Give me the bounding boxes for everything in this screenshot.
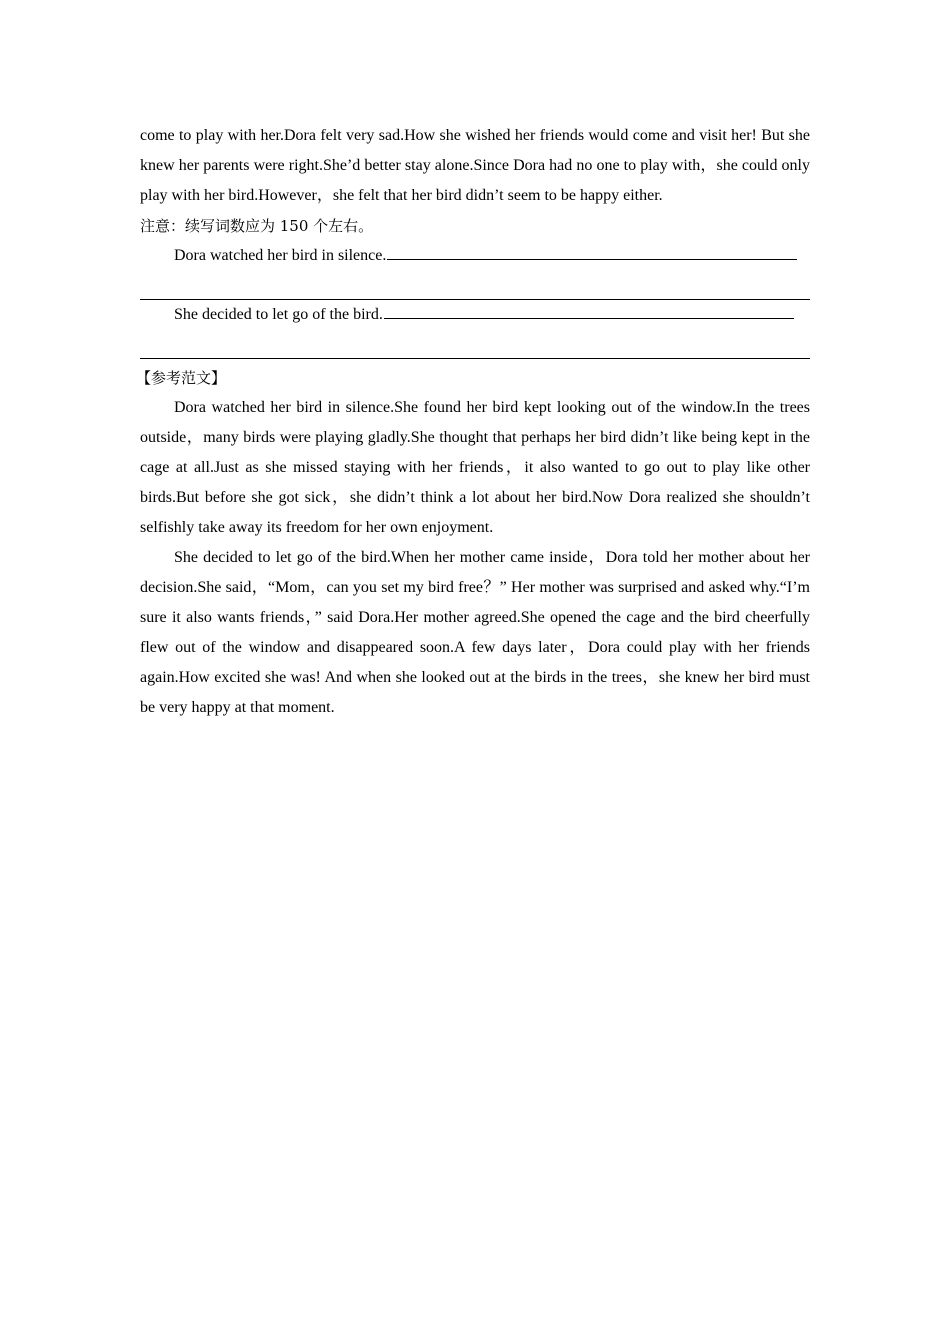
reference-paragraph-2: She decided to let go of the bird.When her mother came inside，Dora told her mother about her decision.She said，“Mom，can you set my bird free？” Her mother was surprised and asked why.“I’m sure it also wants friends，” said Dora.Her mother agreed.She opened the cage and the bird cheerfully flew out of the window and disappeared soon.A few days later，Dora could play with her friends again.How excited she was! And when she looked out at the birds in the trees，she knew her bird must be very happy at that moment. bbox=[140, 549, 810, 716]
story-ending-paragraph: come to play with her.Dora felt very sad.How she wished her friends would come and visit her! But she knew her parents were right.She’d better stay alone.Since Dora had no one to play with，she could only play with her bird.However，she felt that her bird didn’t seem to be happy either. bbox=[140, 127, 810, 204]
word-count-note: 注意：续写词数应为 150 个左右。 bbox=[140, 217, 374, 235]
answer-blank-1b[interactable] bbox=[140, 271, 810, 300]
prompt-1-text: Dora watched her bird in silence. bbox=[174, 247, 387, 264]
answer-blank-2a[interactable] bbox=[384, 303, 794, 319]
answer-blank-2b[interactable] bbox=[140, 330, 810, 359]
document-page bbox=[136, 121, 810, 723]
continuation-prompt-1 bbox=[140, 241, 810, 271]
answer-blank-1a[interactable] bbox=[387, 244, 797, 260]
prompt-2-text: She decided to let go of the bird. bbox=[174, 306, 383, 323]
reference-essay bbox=[140, 393, 810, 723]
reference-essay-label: 【参考范文】 bbox=[136, 369, 227, 387]
continuation-prompt-2 bbox=[140, 300, 810, 330]
reference-paragraph-1: Dora watched her bird in silence.She found her bird kept looking out of the window.In the trees outside，many birds were playing gladly.She thought that perhaps her bird didn’t like being kept in the cage at all.Just as she missed staying with her friends，it also wanted to go out to play like other birds.But before she got sick，she didn’t think a lot about her bird.Now Dora realized she shouldn’t selfishly take away its freedom for her own enjoyment. bbox=[140, 399, 810, 536]
